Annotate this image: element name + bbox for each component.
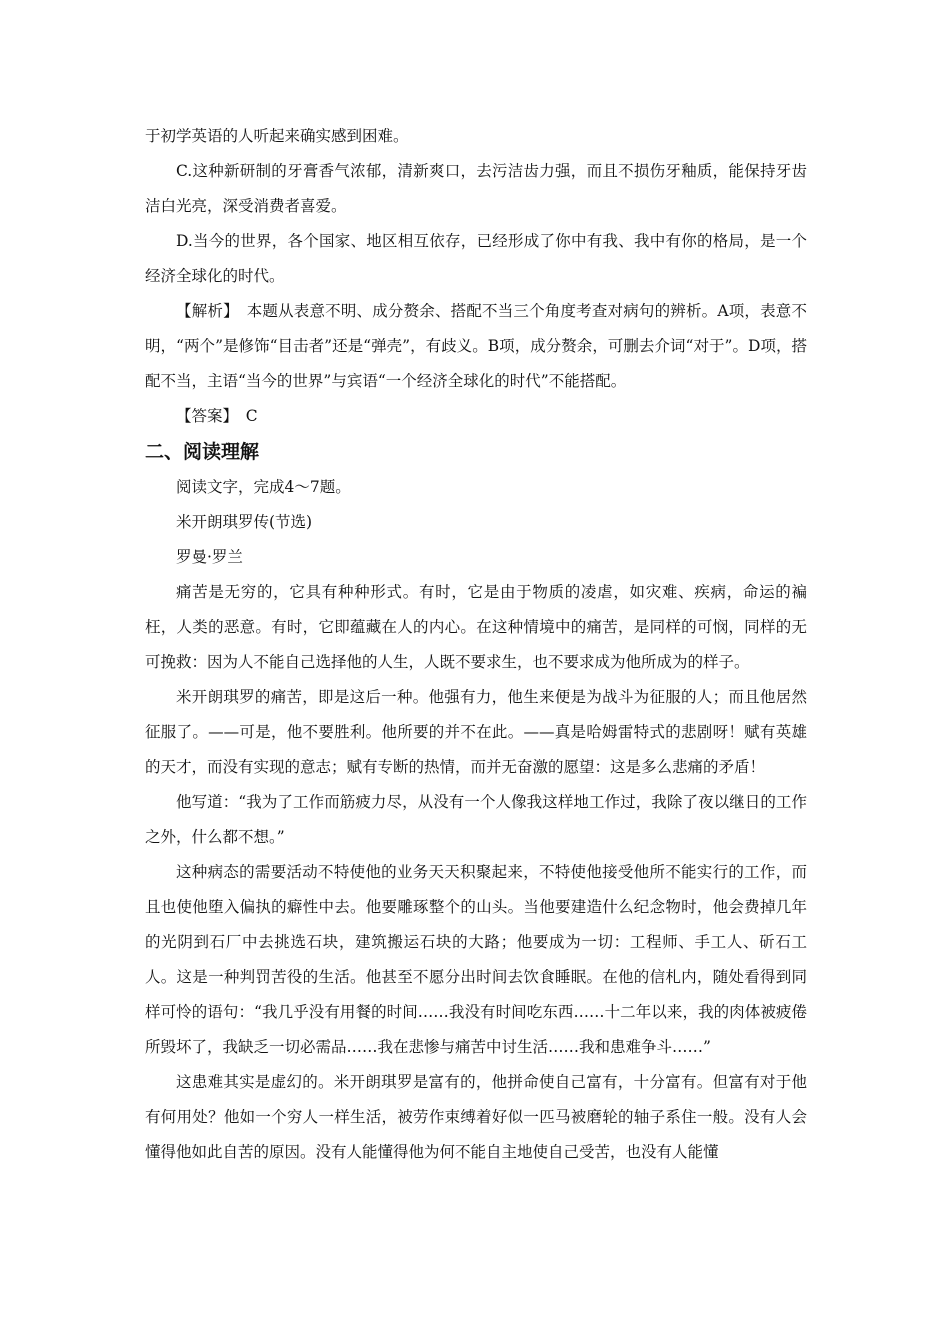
paragraph-continuation: 于初学英语的人听起来确实感到困难。 (145, 127, 409, 145)
analysis-paragraph: 【解析】 本题从表意不明、成分赘余、搭配不当三个角度考查对病句的辨析。A项，表意不明，“两个”是修饰“目击者”还是“弹壳”，有歧义。B项，成分赘余，可删去介词“对于”。D项，搭配不当，主语“当今的世界”与宾语“一个经济全球化的时代”不能搭配。 (145, 302, 807, 390)
passage-paragraph: 这种病态的需要活动不特使他的业务天天积聚起来，不特使他接受他所不能实行的工作，而且也使他堕入偏执的癖性中去。他要雕琢整个的山头。当他要建造什么纪念物时，他会费掉几年的光阴到石厂中去挑选石块，建筑搬运石块的大路；他要成为一切：工程师、手工人、斫石工人。这是一种判罚苦役的生活。他甚至不愿分出时间去饮食睡眠。在他的信札内，随处看得到同样可怜的语句：“我几乎没有用餐的时间……我没有时间吃东西……十二年以来，我的肉体被疲倦所毁坏了，我缺乏一切必需品……我在悲惨与痛苦中讨生活……我和患难争斗……” (145, 863, 807, 1056)
passage-paragraph: 这患难其实是虚幻的。米开朗琪罗是富有的，他拼命使自己富有，十分富有。但富有对于他有何用处？他如一个穷人一样生活，被劳作束缚着好似一匹马被磨轮的轴子系住一般。没有人会懂得他如此自苦的原因。没有人能懂得他为何不能自主地使自己受苦，也没有人能懂 (145, 1073, 807, 1161)
passage-paragraph: 他写道：“我为了工作而筋疲力尽，从没有一个人像我这样地工作过，我除了夜以继日的工作之外，什么都不想。” (145, 793, 807, 846)
document-page (145, 119, 807, 1170)
option-d-paragraph: D.当今的世界，各个国家、地区相互依存，已经形成了你中有我、我中有你的格局，是一个经济全球化的时代。 (145, 232, 807, 285)
passage-author: 罗曼·罗兰 (176, 548, 243, 566)
answer-paragraph: 【答案】 C (176, 407, 258, 425)
section-heading: 二、阅读理解 (145, 441, 260, 463)
passage-paragraph: 痛苦是无穷的，它具有种种形式。有时，它是由于物质的凌虐，如灾难、疾病，命运的褊枉，人类的恶意。有时，它即蕴藏在人的内心。在这种情境中的痛苦，是同样的可悯，同样的无可挽救：因为人不能自己选择他的人生，人既不要求生，也不要求成为他所成为的样子。 (145, 583, 807, 671)
passage-title: 米开朗琪罗传(节选) (176, 513, 313, 531)
option-c-paragraph: C.这种新研制的牙膏香气浓郁，清新爽口，去污洁齿力强，而且不损伤牙釉质，能保持牙齿洁白光亮，深受消费者喜爱。 (145, 162, 807, 215)
reading-instruction: 阅读文字，完成4～7题。 (176, 478, 351, 496)
passage-paragraph: 米开朗琪罗的痛苦，即是这后一种。他强有力，他生来便是为战斗为征服的人；而且他居然征服了。——可是，他不要胜利。他所要的并不在此。——真是哈姆雷特式的悲剧呀！赋有英雄的天才，而没有实现的意志；赋有专断的热情，而并无奋激的愿望：这是多么悲痛的矛盾！ (145, 688, 807, 776)
